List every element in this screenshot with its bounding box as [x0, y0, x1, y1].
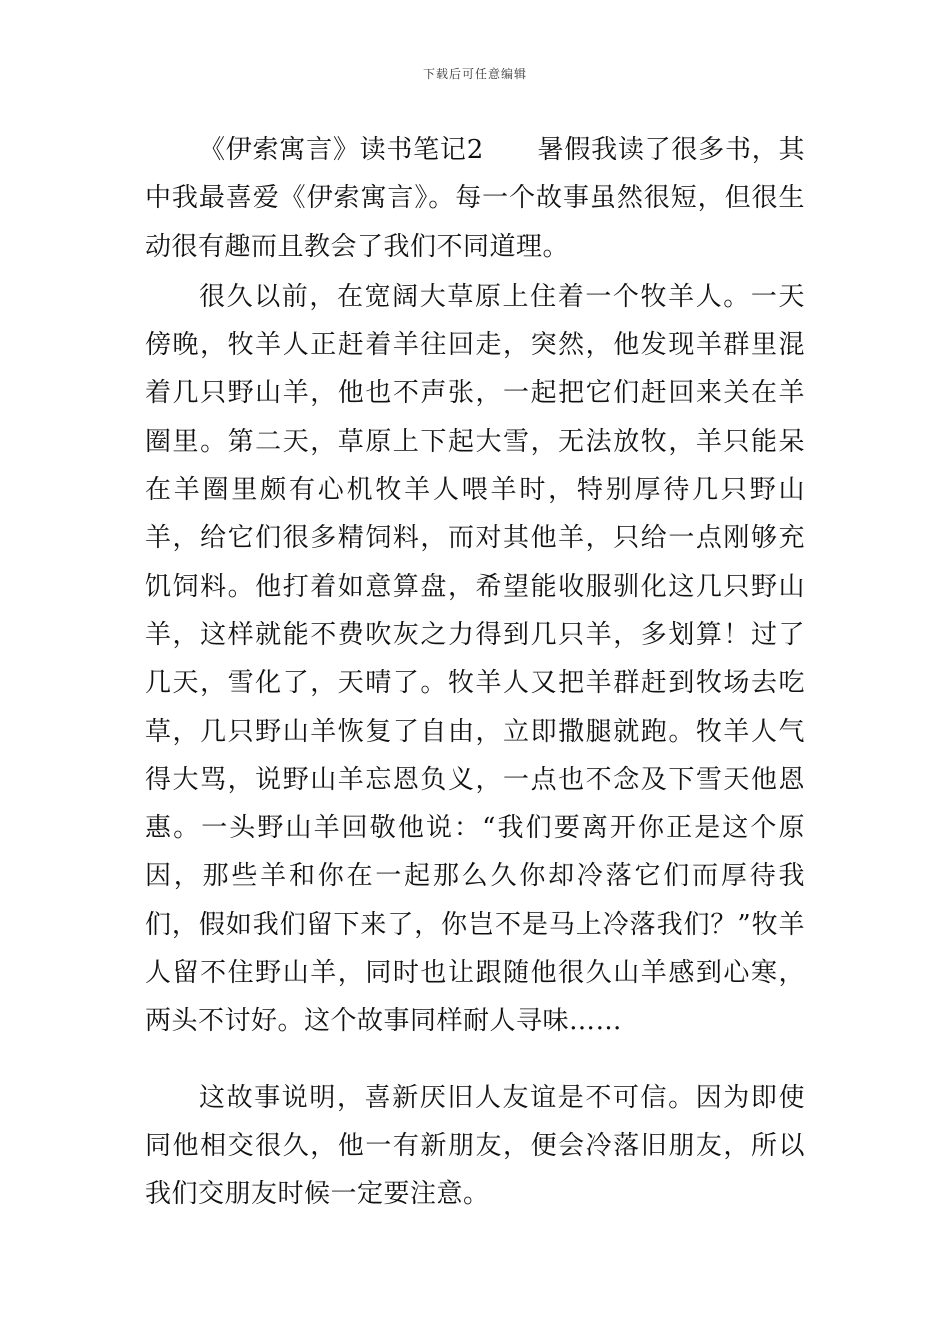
- header-note: 下载后可任意编辑: [422, 67, 527, 81]
- document-body: [145, 126, 805, 1219]
- paragraph-intro: 《伊索寓言》读书笔记2 暑假我读了很多书，其中我最喜爱《伊索寓言》。每一个故事虽然很短，但很生动很有趣而且教会了我们不同道理。: [145, 135, 805, 262]
- paragraph-moral: 这故事说明，喜新厌旧人友谊是不可信。因为即使同他相交很久，他一有新朋友，便会冷落旧朋友，所以我们交朋友时候一定要注意。: [145, 1082, 805, 1210]
- paragraph-story: 很久以前，在宽阔大草原上住着一个牧羊人。一天傍晚，牧羊人正赶着羊往回走，突然，他发现羊群里混着几只野山羊，他也不声张，一起把它们赶回来关在羊圈里。第二天，草原上下起大雪，无法放牧，羊只能呆在羊圈里颇有心机牧羊人喂羊时，特别厚待几只野山羊，给它们很多精饲料，而对其他羊，只给一点刚够充饥饲料。他打着如意算盘，希望能收服驯化这几只野山羊，这样就能不费吹灰之力得到几只羊，多划算！过了几天，雪化了，天晴了。牧羊人又把羊群赶到牧场去吃草，几只野山羊恢复了自由，立即撒腿就跑。牧羊人气得大骂，说野山羊忘恩负义，一点也不念及下雪天他恩惠。一头野山羊回敬他说：“我们要离开你正是这个原因，那些羊和你在一起那么久你却冷落它们而厚待我们，假如我们留下来了，你岂不是马上冷落我们？”牧羊人留不住野山羊，同时也让跟随他很久山羊感到心寒，两头不讨好。这个故事同样耐人寻味……: [145, 281, 805, 1037]
